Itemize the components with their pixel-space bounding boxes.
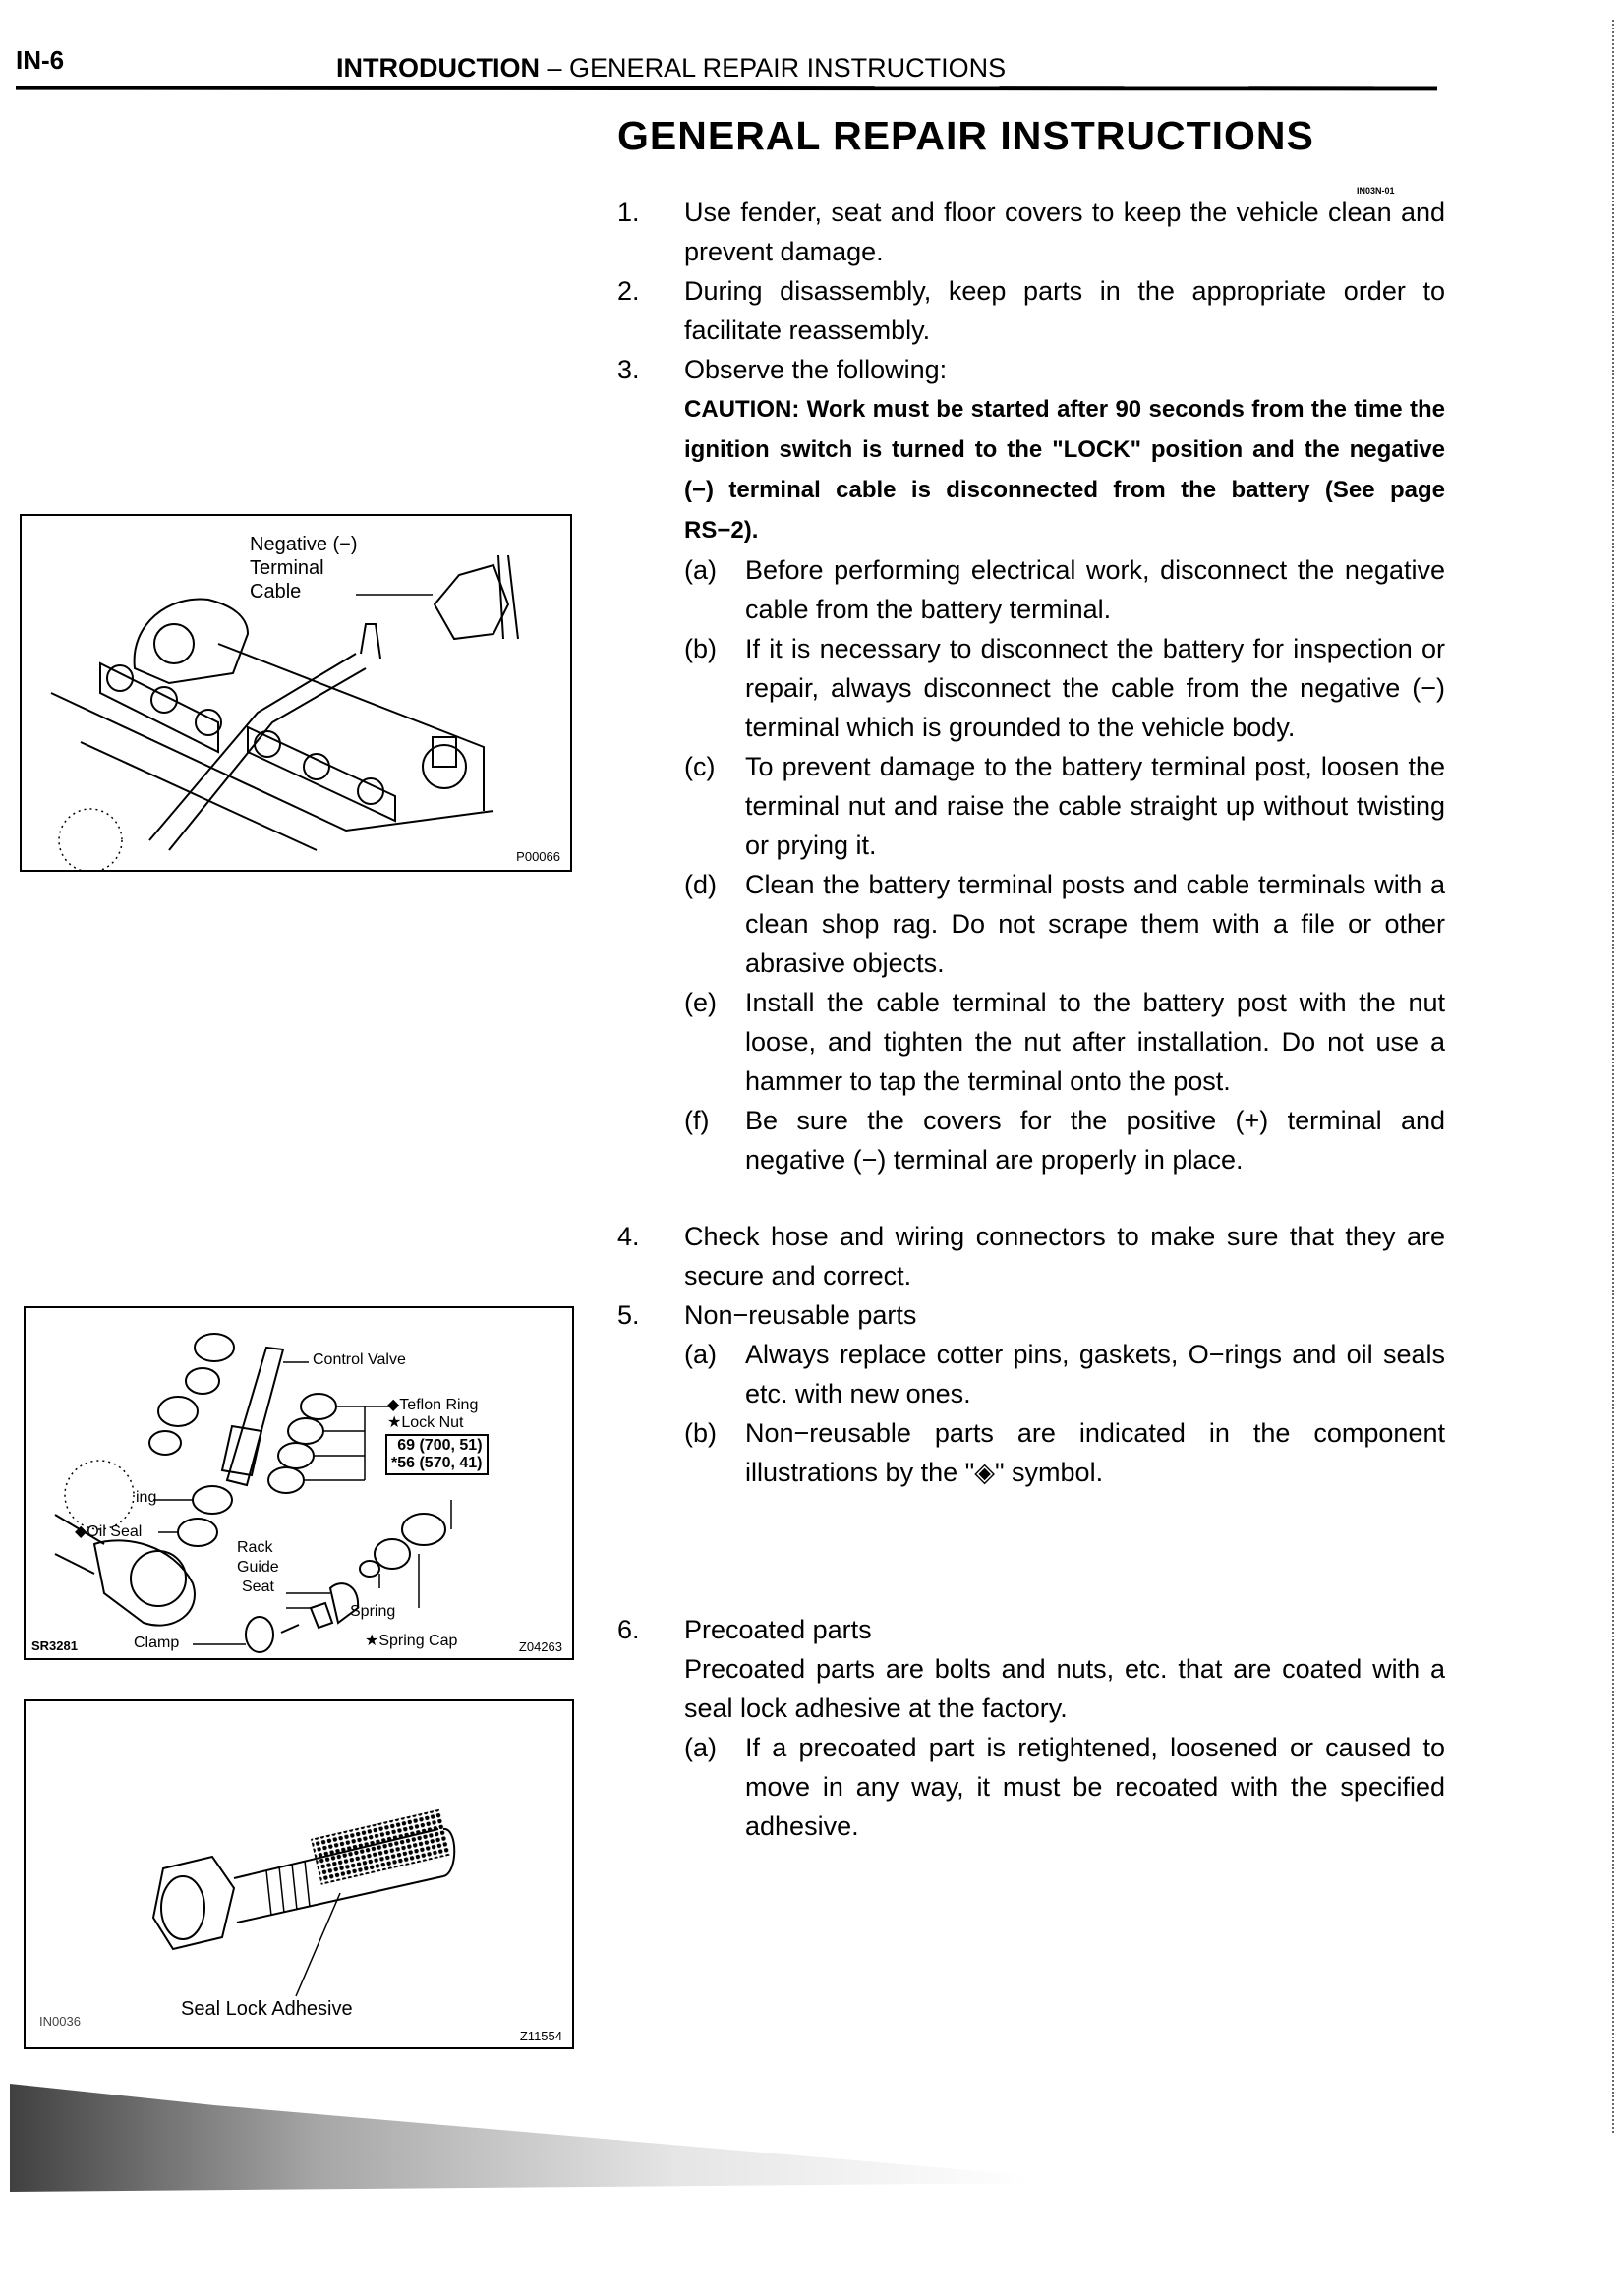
- label-ring-partial: ing: [136, 1489, 157, 1506]
- bolt-illustration: [26, 1701, 572, 2047]
- sub-letter: (a): [684, 1340, 717, 1369]
- sub-text: Be sure the covers for the positive (+) terminal and negative (−) terminal are properly in place.: [745, 1106, 1445, 1175]
- header-rule: [16, 86, 1437, 91]
- label-lock-nut: ★Lock Nut: [387, 1414, 464, 1431]
- label-rack: Rack: [237, 1539, 273, 1556]
- sub-item-3d: [684, 865, 1445, 983]
- instruction-item-3: [617, 350, 1445, 1179]
- figure-left-code: IN0036: [39, 2014, 81, 2029]
- item-text: During disassembly, keep parts in the appropriate order to facilitate reassembly.: [684, 276, 1445, 345]
- sub-letter: (d): [684, 870, 717, 899]
- subsection-name: GENERAL REPAIR INSTRUCTIONS: [569, 53, 1007, 83]
- sub-item-3a: [684, 550, 1445, 629]
- label-clamp: Clamp: [134, 1635, 180, 1651]
- sub-letter: (f): [684, 1106, 710, 1135]
- sub-text: If it is necessary to disconnect the battery for inspection or repair, always disconnect the cable from the negative (−) terminal which is grounded to the vehicle body.: [745, 634, 1445, 742]
- label-spring: Spring: [350, 1603, 396, 1620]
- item-text: Observe the following:: [684, 355, 948, 384]
- torque-spec-2: *56 (570, 41): [391, 1455, 483, 1471]
- instruction-item-6: [617, 1610, 1445, 1846]
- figure-code: P00066: [516, 849, 560, 864]
- page-edge: [1612, 20, 1616, 2133]
- battery-label-2: Terminal: [250, 557, 324, 579]
- item-number: 1.: [617, 198, 640, 227]
- figure-steering-gear: [24, 1306, 574, 1660]
- header-separator: –: [547, 53, 562, 83]
- torque-spec-box: [385, 1434, 489, 1475]
- item-number: 6.: [617, 1615, 640, 1644]
- sub-item-3f: [684, 1101, 1445, 1179]
- steering-gear-illustration: [26, 1308, 572, 1658]
- instructions: [617, 193, 1445, 1846]
- sub-item-3c: [684, 747, 1445, 865]
- scan-shadow: [10, 2084, 1032, 2192]
- doc-code: IN03N-01: [1357, 186, 1395, 196]
- instruction-item-2: [617, 271, 1445, 350]
- sub-item-5b: [684, 1413, 1445, 1492]
- sub-item-6a: [684, 1728, 1445, 1846]
- caution-note: CAUTION: Work must be started after 90 seconds from the time the ignition switch is turned to the "LOCK" position and the negative (−) terminal cable is disconnected from the battery (See page RS−2).: [684, 396, 1445, 544]
- battery-label-1: Negative (−): [250, 534, 358, 555]
- figure-code: Z11554: [519, 2029, 562, 2043]
- sub-item-3e: [684, 983, 1445, 1101]
- label-seal-lock-adhesive: Seal Lock Adhesive: [181, 1998, 353, 2020]
- sub-text: Clean the battery terminal posts and cable terminals with a clean shop rag. Do not scrape them with a file or other abrasive objects.: [745, 870, 1445, 978]
- item-text: Check hose and wiring connectors to make sure that they are secure and correct.: [684, 1222, 1445, 1291]
- instruction-item-5: [617, 1295, 1445, 1492]
- sub-text: Before performing electrical work, disconnect the negative cable from the battery terminal.: [745, 555, 1445, 624]
- battery-label-3: Cable: [250, 581, 302, 603]
- figure-code: Z04263: [518, 1639, 562, 1654]
- sub-letter: (a): [684, 555, 717, 585]
- instruction-item-1: [617, 193, 1445, 271]
- sub-text: Install the cable terminal to the battery post with the nut loose, and tighten the nut after installation. Do not use a hammer to tap the terminal onto the post.: [745, 988, 1445, 1096]
- page-title: GENERAL REPAIR INSTRUCTIONS: [617, 113, 1314, 158]
- label-control-valve: Control Valve: [313, 1351, 406, 1368]
- sub-letter: (b): [684, 634, 717, 663]
- figure-precoated-bolt: [24, 1699, 574, 2049]
- label-guide: Guide: [237, 1559, 279, 1576]
- figure-left-code: SR3281: [31, 1638, 78, 1653]
- sub-item-3b: [684, 629, 1445, 747]
- item-text: Non−reusable parts: [684, 1300, 917, 1330]
- sub-text: To prevent damage to the battery terminal post, loosen the terminal nut and raise the cable straight up without twisting or prying it.: [745, 752, 1445, 860]
- item-number: 3.: [617, 355, 640, 384]
- item-number: 4.: [617, 1222, 640, 1251]
- sub-text: Non−reusable parts are indicated in the component illustrations by the "◈" symbol.: [745, 1418, 1445, 1487]
- sub-text: Always replace cotter pins, gaskets, O−rings and oil seals etc. with new ones.: [745, 1340, 1445, 1408]
- sub-letter: (a): [684, 1733, 717, 1762]
- torque-spec-1: 69 (700, 51): [397, 1437, 483, 1454]
- sub-letter: (c): [684, 752, 716, 781]
- sub-item-5a: [684, 1335, 1445, 1413]
- instruction-item-4: [617, 1217, 1445, 1295]
- page-number: IN-6: [16, 45, 65, 75]
- sub-letter: (e): [684, 988, 717, 1017]
- item-number: 2.: [617, 276, 640, 306]
- item-number: 5.: [617, 1300, 640, 1330]
- item-paragraph: Precoated parts are bolts and nuts, etc. that are coated with a seal lock adhesive at the factory.: [684, 1654, 1445, 1723]
- item-text: Precoated parts: [684, 1615, 872, 1644]
- label-spring-cap: ★Spring Cap: [365, 1633, 458, 1649]
- item-text: Use fender, seat and floor covers to keep the vehicle clean and prevent damage.: [684, 198, 1445, 266]
- label-seat: Seat: [242, 1578, 274, 1595]
- label-oil-seal: ◆Oil Seal: [75, 1523, 143, 1540]
- section-name: INTRODUCTION: [336, 53, 540, 83]
- figure-battery-terminal: [20, 514, 572, 872]
- label-teflon-ring: ◆Teflon Ring: [387, 1397, 479, 1413]
- running-header: [336, 53, 1006, 84]
- sub-letter: (b): [684, 1418, 717, 1448]
- sub-text: If a precoated part is retightened, loosened or caused to move in any way, it must be recoated with the specified adhesive.: [745, 1733, 1445, 1841]
